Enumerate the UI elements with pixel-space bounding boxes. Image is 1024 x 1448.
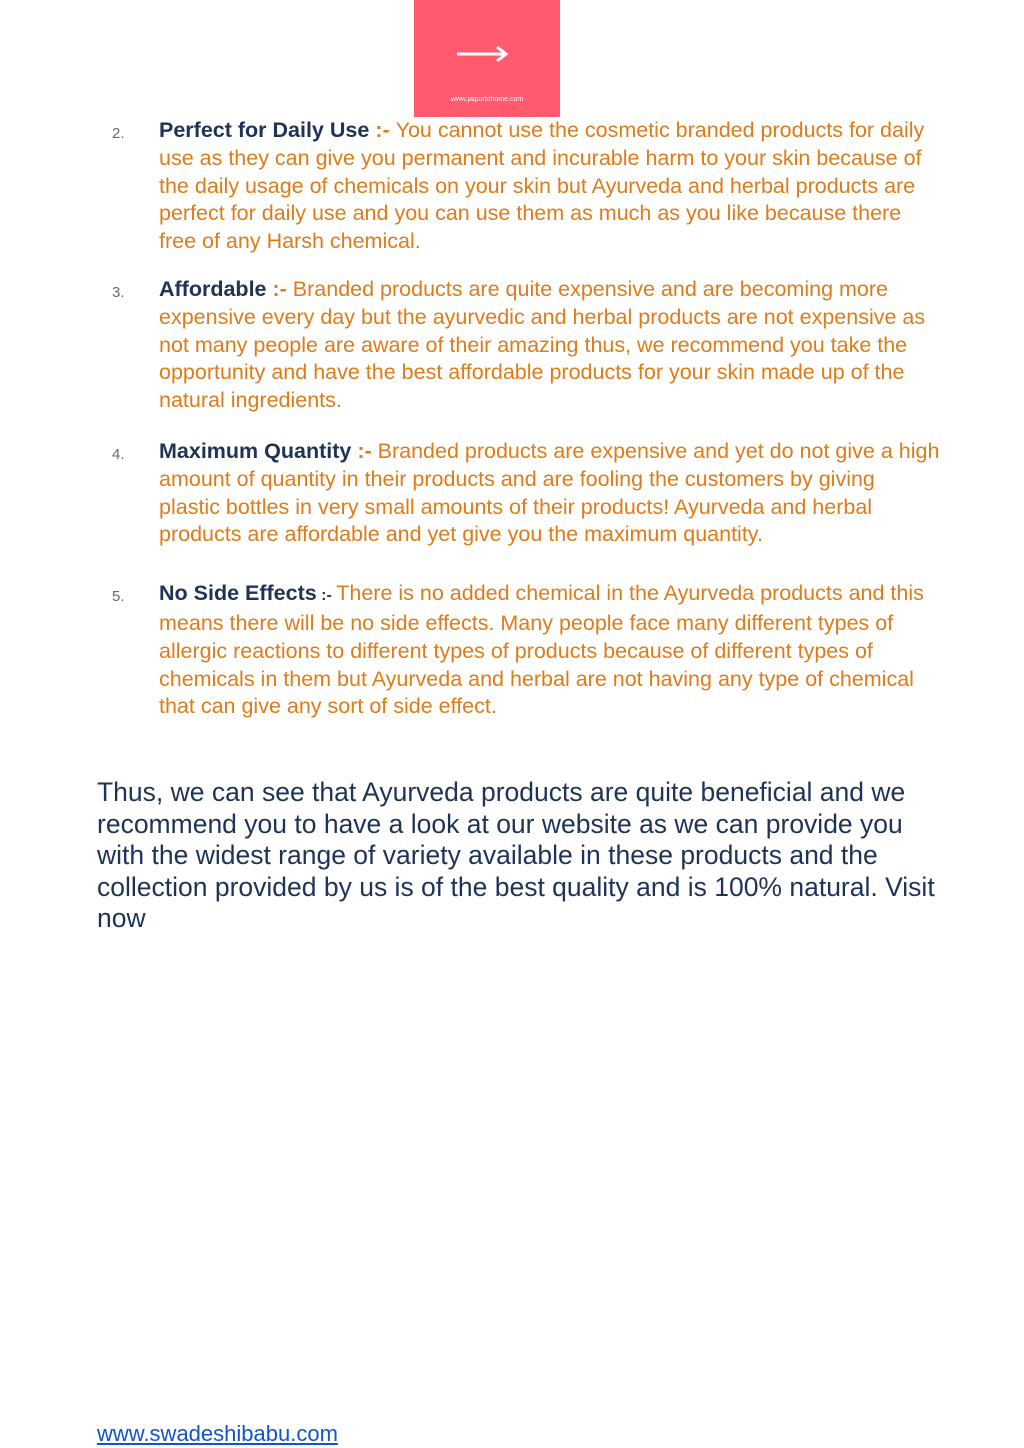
item-separator: :-: [316, 587, 337, 605]
item-separator: :-: [369, 118, 396, 142]
benefits-list: [110, 117, 940, 721]
list-number: 3.: [112, 283, 125, 301]
list-item: [110, 438, 940, 549]
list-number: 4.: [112, 445, 125, 463]
website-link[interactable]: www.swadeshibabu.com: [97, 1421, 338, 1446]
list-item: [110, 276, 940, 415]
item-separator: :-: [351, 438, 378, 463]
item-text: There is no added chemical in the Ayurveda products and this means there will be no side effects. Many people face many different types of allergic reactions to different types of products because of different types of chemicals in them but Ayurveda and herbal are not having any type of chemical that can give any sort of side effect.: [159, 581, 924, 719]
conclusion-paragraph: Thus, we can see that Ayurveda products are quite beneficial and we recommend you to have a look at our website as we can provide you with the widest range of variety available in these products and the collection provided by us is of the best quality and is 100% natural. Visit now: [97, 777, 935, 934]
right-arrow-icon: [455, 37, 511, 69]
item-heading: Perfect for Daily Use: [159, 118, 370, 142]
list-number: 5.: [112, 588, 125, 606]
item-text: Branded products are quite expensive and are becoming more expensive every day but the ayurvedic and herbal products are not expensive as not many people are aware of their amazing thus, we recommend you take the opportunity and have the best affordable products for your skin made up of the natural ingredients.: [159, 276, 926, 413]
item-heading: Affordable: [159, 276, 267, 301]
header-banner: [414, 0, 560, 117]
item-text: You cannot use the cosmetic branded products for daily use as they can give you permanent and incurable harm to your skin because of the daily usage of chemicals on your skin but Ayurveda and herbal products are perfect for daily use and you can use them as much as you like because there free of any Harsh chemical.: [159, 118, 925, 254]
item-heading: Maximum Quantity: [159, 438, 352, 463]
banner-url: www.jaipurtohome.com: [450, 96, 524, 103]
item-separator: :-: [266, 276, 293, 301]
item-heading: No Side Effects: [159, 581, 317, 606]
list-item: [110, 580, 940, 721]
list-item: [110, 117, 940, 256]
list-number: 2.: [112, 125, 125, 142]
item-text: Branded products are expensive and yet do not give a high amount of quantity in their products and are fooling the customers by giving plastic bottles in very small amounts of their products! Ayurveda and herbal products are affordable and yet give you the maximum quantity.: [159, 438, 940, 547]
